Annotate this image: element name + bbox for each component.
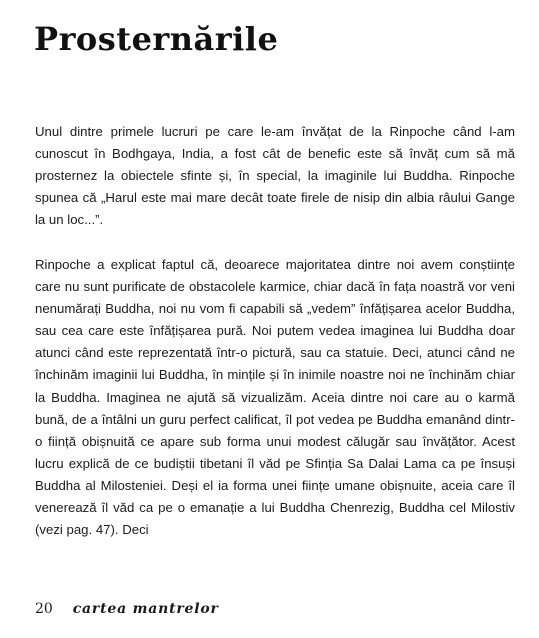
- chapter-title: Prosternările: [34, 20, 279, 58]
- page-footer: [35, 600, 219, 617]
- paragraph-2: Rinpoche a explicat faptul că, deoarece majoritatea dintre noi avem conștiințe care nu sunt purificate de obstacolele karmice, chiar dacă în fața noastră vor veni nenumărați Buddha, noi nu vom fi capabili să „vedem” înfățișarea acelor Buddha, sau cea care este înfățișarea pură. Noi putem vedea imaginea lui Buddha doar atunci când este reprezentată într-o pictură, sau ca statuie. Deci, atunci când ne închinăm imaginii lui Buddha, în mințile și în inimile noastre noi ne închinăm chiar la Buddha. Imaginea ne ajută să vizualizăm. Aceia dintre noi care au o karmă bună, de a întâlni un guru perfect calificat, îl pot vedea pe Buddha emanând dintr-o ființă obișnuită ce apare sub forma unui modest călugăr sau învățător. Acest lucru explică de ce budiștii tibetani îl văd pe Sfinția Sa Dalai Lama ca pe însuși Buddha al Milosteniei. Deși el ia forma unei ființe umane obișnuite, aceia care îl venerează îl văd ca pe o emanație a lui Buddha Chenrezig, Buddha cel Milostiv (vezi pag. 47). Deci: [35, 257, 515, 538]
- running-title: cartea mantrelor: [72, 601, 219, 617]
- paragraph-1: Unul dintre primele lucruri pe care le-am învățat de la Rinpoche când l-am cunoscut în Bodhgaya, India, a fost cât de benefic este să învăț cum să mă prosternez la obiectele sfinte și, în special, la imaginile lui Buddha. Rinpoche spunea că „Harul este mai mare decât toate firele de nisip din albia râului Gange la un loc...”.: [35, 124, 515, 228]
- page-number: 20: [35, 601, 53, 617]
